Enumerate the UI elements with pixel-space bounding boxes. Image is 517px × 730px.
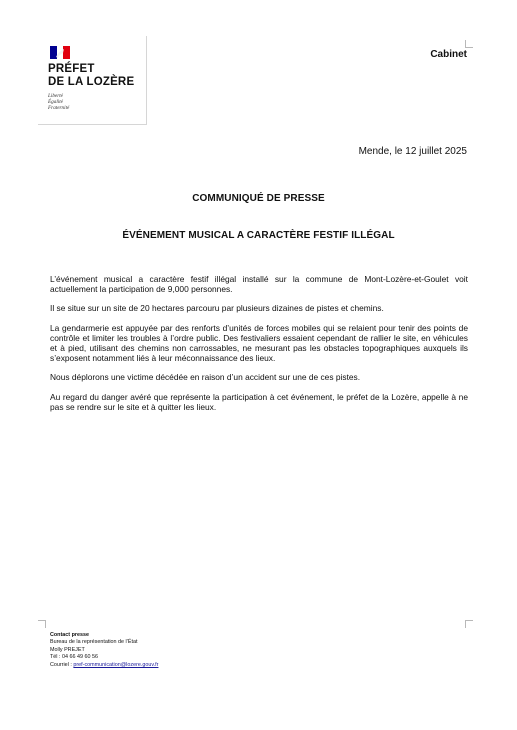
paragraph-1: L’événement musical a caractère festif illégal installé sur la commune de Mont-Lozère-et-Goulet voit actuellement la participation de 9,000 personnes. [50, 274, 468, 295]
logo-line-1: PRÉFET [48, 63, 95, 75]
contact-email-label: Courriel : [50, 661, 74, 668]
contact-organization: Bureau de la représentation de l’État [50, 639, 138, 646]
corner-mark-bottom-left [38, 620, 46, 628]
document-subtitle: ÉVÉNEMENT MUSICAL A CARACTÈRE FESTIF ILLÉGAL [122, 230, 395, 241]
motto-liberte: Liberté [48, 93, 63, 99]
motto-egalite: Égalité [48, 99, 63, 105]
contact-name: Molly PREJET [50, 646, 85, 653]
paragraph-3: La gendarmerie est appuyée par des renforts d’unités de forces mobiles qui se relaient pour tenir des points de contrôle et limiter les troubles à l’ordre public. Des festivaliers essaient cependant de rallier le site, en véhicules et à pied, utilisant des chemins non carrossables, ne mesurant pas les obstacles topographiques auxquels ils s’exposent notamment liés à leur méconnaissance des lieux. [50, 322, 468, 364]
contact-email-link[interactable]: pref-communication@lozere.gouv.fr [73, 661, 159, 668]
document-title: COMMUNIQUÉ DE PRESSE [192, 193, 325, 204]
paragraph-2: Il se situe sur un site de 20 hectares parcouru par plusieurs dizaines de pistes et chemins. [50, 303, 384, 314]
dateline: Mende, le 12 juillet 2025 [358, 146, 467, 157]
contact-label: Contact presse [50, 632, 89, 638]
logo-line-2: DE LA LOZÈRE [48, 76, 135, 88]
corner-mark-bottom-right [465, 620, 473, 628]
department-label: Cabinet [430, 49, 467, 60]
motto-fraternite: Fraternité [48, 105, 70, 111]
press-release-body [50, 274, 468, 421]
marianne-flag-icon [50, 46, 70, 59]
republic-motto [48, 93, 69, 111]
paragraph-4: Nous déplorons une victime décédée en raison d’un accident sur une de ces pistes. [50, 372, 361, 383]
press-contact [50, 632, 158, 669]
contact-phone: Tél : 04 66 49 60 56 [50, 654, 98, 661]
logo-title [48, 63, 134, 89]
prefecture-logo [38, 36, 147, 125]
contact-email-line [50, 662, 158, 669]
corner-mark-top-right [465, 40, 473, 48]
paragraph-5: Au regard du danger avéré que représente la participation à cet événement, le préfet de la Lozère, appelle à ne pas se rendre sur le site et à quitter les lieux. [50, 391, 468, 412]
